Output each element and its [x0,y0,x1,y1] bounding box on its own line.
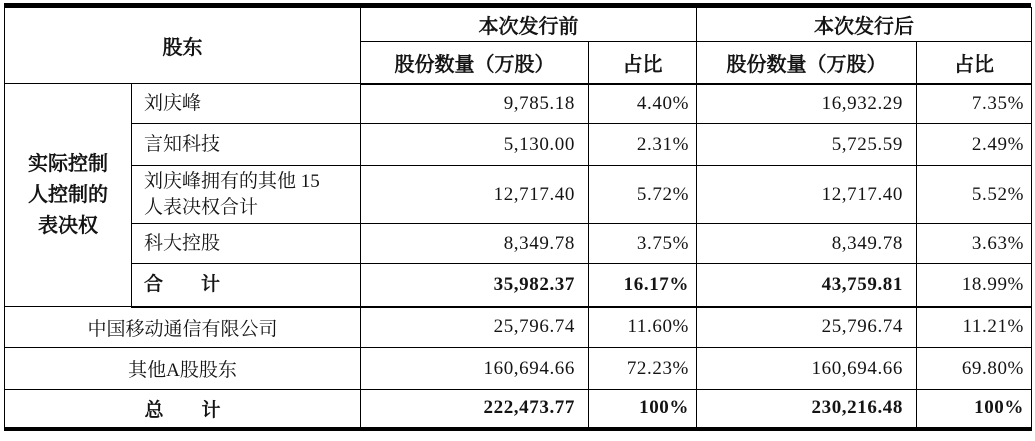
post-shares-cell: 160,694.66 [697,348,917,390]
subtotal-row [5,264,1032,307]
post-ratio-cell: 69.80% [917,348,1032,390]
table-row [5,124,1032,166]
pre-shares-cell: 8,349.78 [361,224,589,264]
pre-shares-cell: 9,785.18 [361,84,589,124]
table-row [5,307,1032,348]
post-shares-cell: 8,349.78 [697,224,917,264]
subtotal-label-cell: 合 计 [132,264,361,307]
header-pre-issuance: 本次发行前 [361,8,697,42]
pre-shares-cell: 222,473.77 [361,390,589,429]
pre-ratio-cell: 16.17% [589,264,697,307]
post-ratio-cell: 5.52% [917,166,1032,224]
header-shareholder: 股东 [5,8,361,84]
table-row [5,84,1032,124]
header-pre-ratio: 占比 [589,42,697,84]
header-post-issuance: 本次发行后 [697,8,1032,42]
shareholder-name-cell: 其他A股股东 [5,348,361,390]
pre-ratio-cell: 3.75% [589,224,697,264]
header-post-ratio: 占比 [917,42,1032,84]
total-label-cell: 总 计 [5,390,361,429]
post-shares-cell: 43,759.81 [697,264,917,307]
post-ratio-cell: 100% [917,390,1032,429]
pre-ratio-cell: 100% [589,390,697,429]
post-shares-cell: 5,725.59 [697,124,917,166]
pre-ratio-cell: 4.40% [589,84,697,124]
header-pre-shares: 股份数量（万股） [361,42,589,84]
table-row [5,224,1032,264]
post-ratio-cell: 3.63% [917,224,1032,264]
row-group-label: 实际控制 人控制的 表决权 [5,84,132,307]
header-row-1 [5,8,1032,42]
post-ratio-cell: 18.99% [917,264,1032,307]
total-row [5,390,1032,429]
shareholder-name-cell: 刘庆峰拥有的其他 15 人表决权合计 [132,166,361,224]
header-post-shares: 股份数量（万股） [697,42,917,84]
shareholding-table [4,7,1032,431]
shareholder-name-cell: 中国移动通信有限公司 [5,307,361,348]
pre-shares-cell: 35,982.37 [361,264,589,307]
post-shares-cell: 16,932.29 [697,84,917,124]
pre-ratio-cell: 5.72% [589,166,697,224]
pre-shares-cell: 25,796.74 [361,307,589,348]
pre-ratio-cell: 11.60% [589,307,697,348]
post-ratio-cell: 2.49% [917,124,1032,166]
post-shares-cell: 230,216.48 [697,390,917,429]
post-ratio-cell: 7.35% [917,84,1032,124]
shareholder-name-cell: 科大控股 [132,224,361,264]
shareholder-name-cell: 言知科技 [132,124,361,166]
table-row [5,166,1032,224]
table-row [5,348,1032,390]
post-shares-cell: 12,717.40 [697,166,917,224]
pre-ratio-cell: 2.31% [589,124,697,166]
pre-shares-cell: 5,130.00 [361,124,589,166]
pre-ratio-cell: 72.23% [589,348,697,390]
pre-shares-cell: 160,694.66 [361,348,589,390]
shareholder-name-cell: 刘庆峰 [132,84,361,124]
post-shares-cell: 25,796.74 [697,307,917,348]
pre-shares-cell: 12,717.40 [361,166,589,224]
post-ratio-cell: 11.21% [917,307,1032,348]
